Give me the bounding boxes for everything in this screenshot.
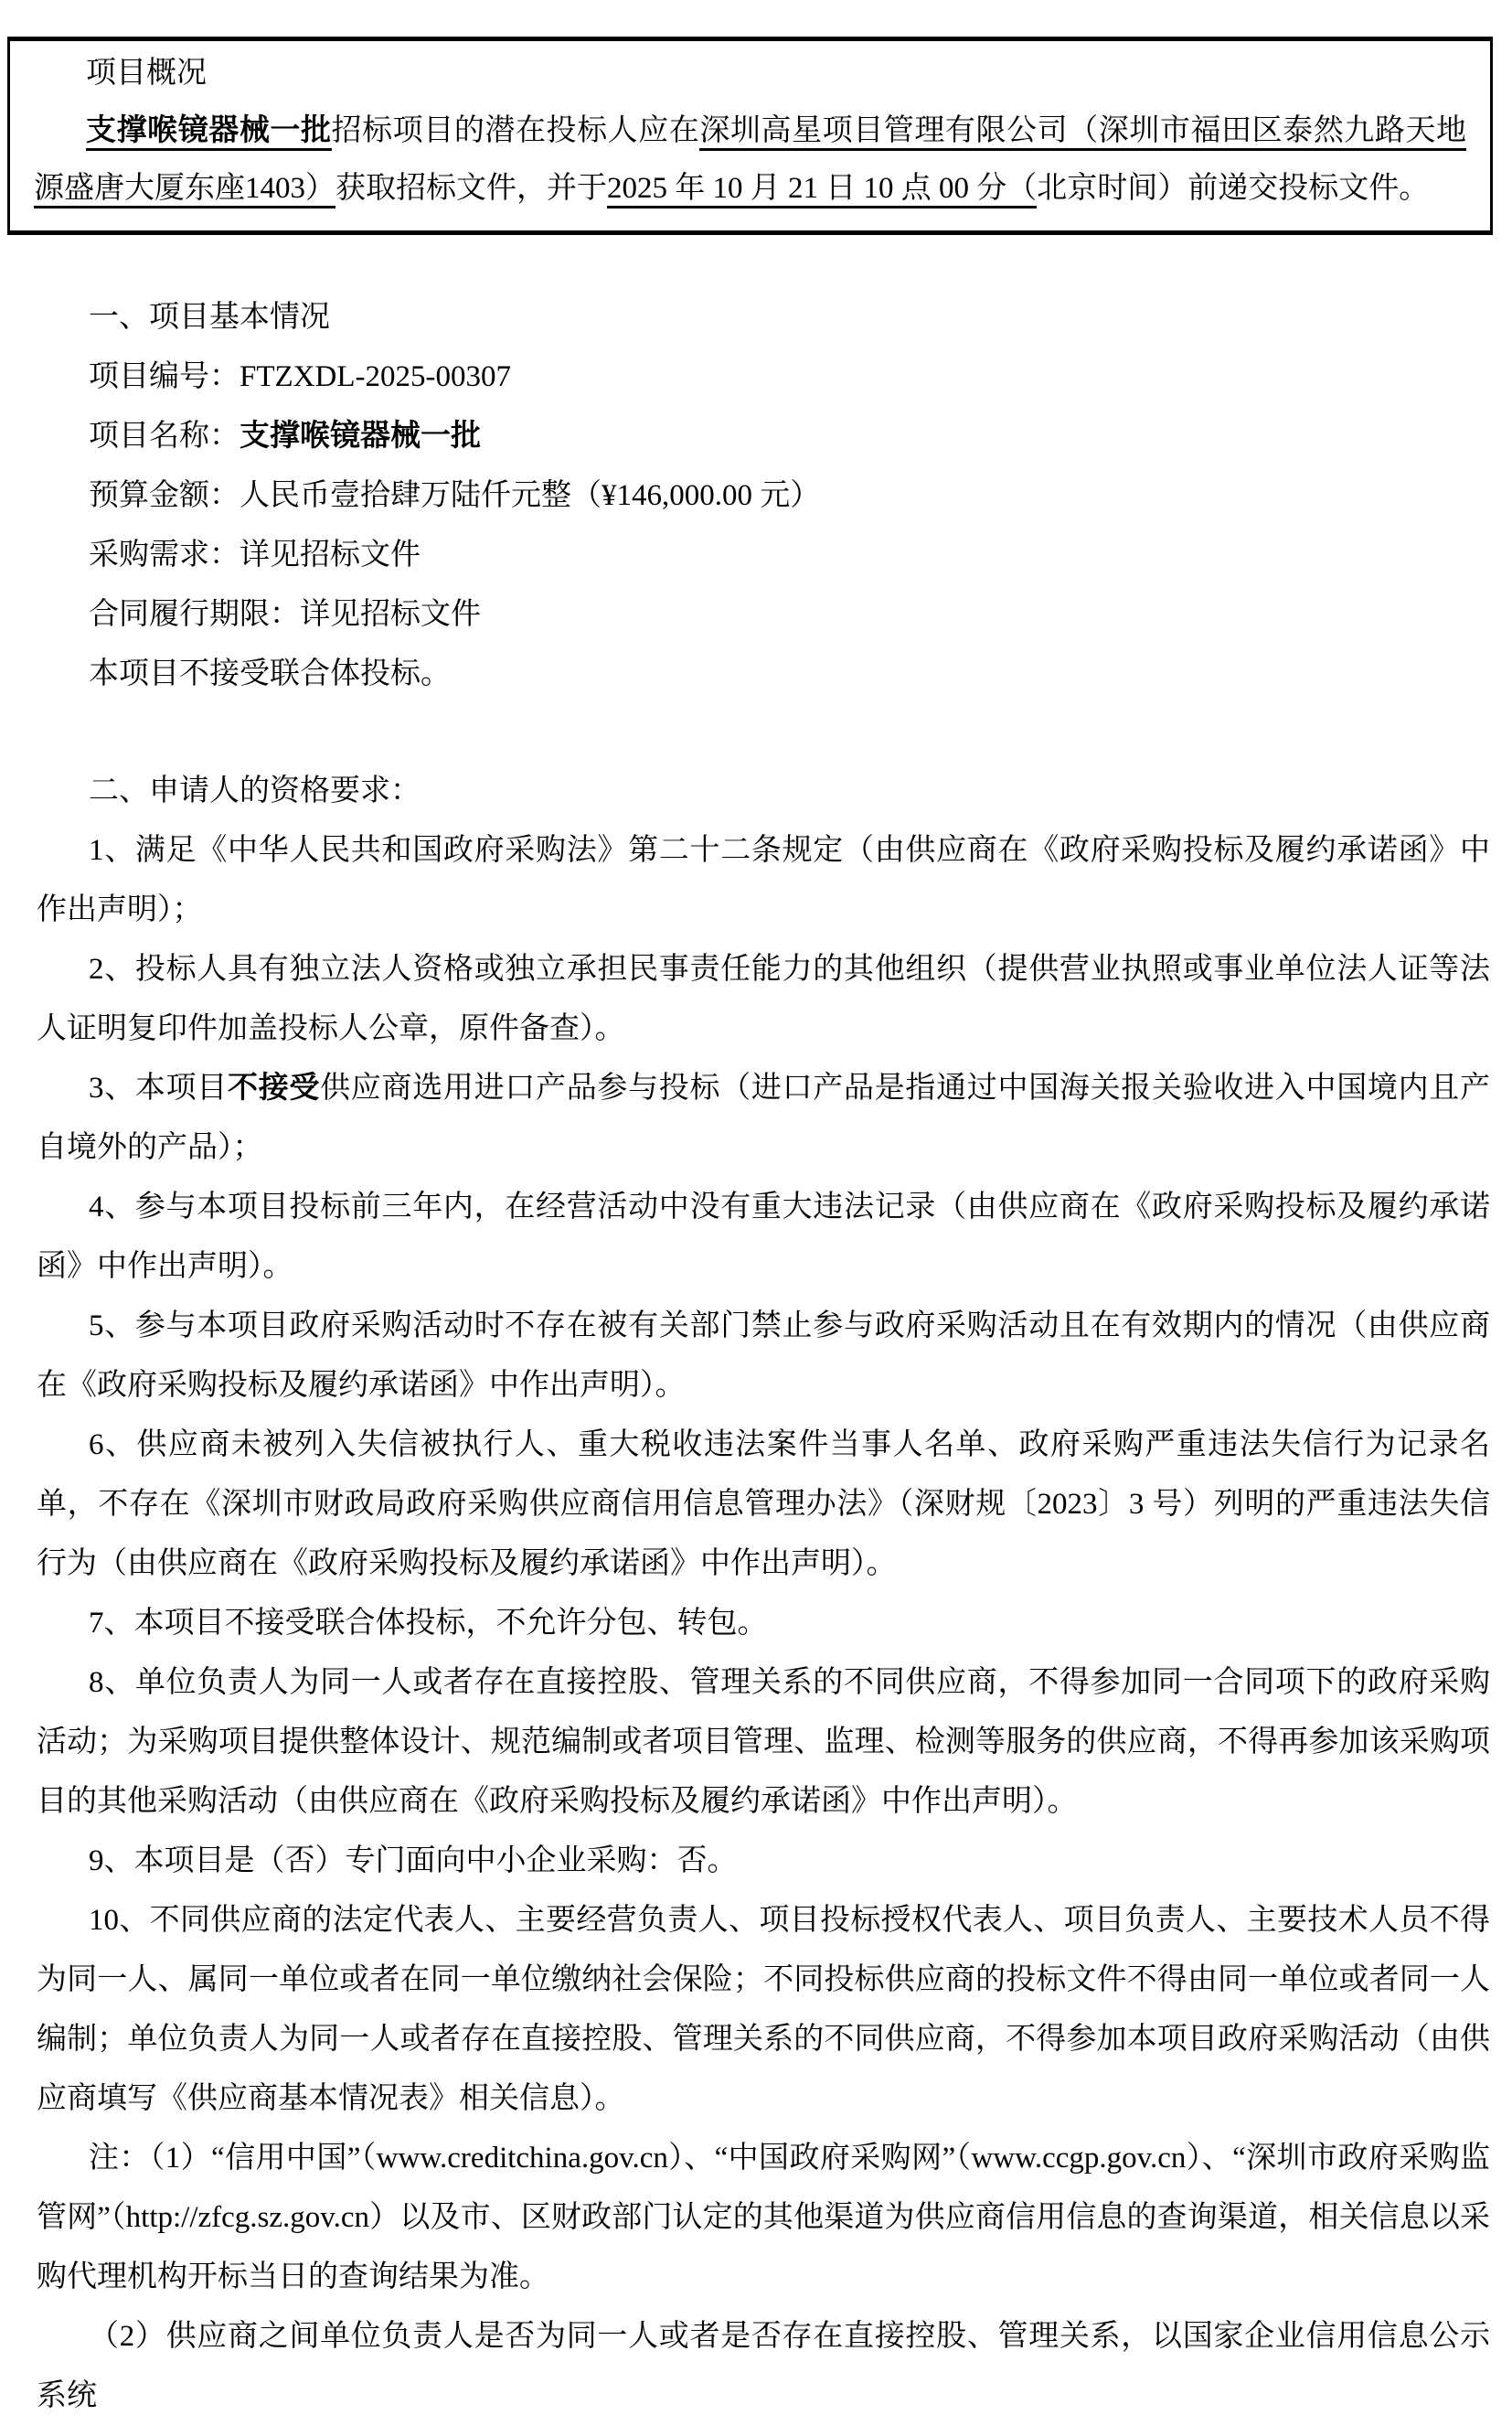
field-project-number — [37, 347, 1490, 407]
overview-paragraph — [34, 102, 1466, 218]
requirement-item-10: 10、不同供应商的法定代表人、主要经营负责人、项目投标授权代表人、项目负责人、主要技术人员不得为同一人、属同一单位或者在同一单位缴纳社会保险；不同投标供应商的投标文件不得由同一单位或者同一人编制；单位负责人为同一人或者存在直接控股、管理关系的不同供应商，不得参加本项目政府采购活动（由供应商填写《供应商基本情况表》相关信息）。 — [37, 1904, 1490, 2115]
requirement-item-6: 6、供应商未被列入失信被执行人、重大税收违法案件当事人名单、政府采购严重违法失信行为记录名单，不存在《深圳市财政局政府采购供应商信用信息管理办法》（深财规〔2023〕3 号）列明的严重违法失信行为（由供应商在《政府采购投标及履约承诺函》中作出声明）。 — [37, 1428, 1490, 1580]
credit-query-note-1: 注：（1）“信用中国”（www.creditchina.gov.cn）、“中国政府采购网”（www.ccgp.gov.cn）、“深圳市政府采购监管网”（http://zfcg.sz.gov.cn）以及市、区财政部门认定的其他渠道为供应商信用信息的查询渠道，相关信息以采购代理机构开标当日的查询结果为准。 — [37, 2142, 1490, 2293]
document-body — [0, 288, 1512, 2426]
field-project-number-value: FTZXDL-2025-00307 — [240, 360, 511, 393]
deadline-underline: 2025 年 10 月 21 日 10 点 00 分（ — [607, 172, 1037, 208]
requirement-item-4: 4、参与本项目投标前三年内，在经营活动中没有重大违法记录（由供应商在《政府采购投标及履约承诺函》中作出声明）。 — [37, 1191, 1490, 1283]
field-project-name — [37, 407, 1490, 466]
field-project-name-value: 支撑喉镜器械一批 — [240, 420, 481, 453]
field-project-number-label: 项目编号： — [89, 360, 240, 393]
section2-heading: 二、申请人的资格要求： — [89, 775, 421, 807]
field-budget-label: 预算金额： — [89, 479, 240, 512]
agency-address-underline: 深圳高星项目管理有限公司（深圳市福田区泰然九路天地源盛唐大厦东座1403） — [34, 114, 1466, 208]
requirement-item-3-pre: 3、本项目 — [89, 1072, 228, 1105]
section1-no-consortium-note: 本项目不接受联合体投标。 — [89, 657, 451, 690]
overview-title: 项目概况 — [86, 57, 207, 90]
requirement-item-3-post: 供应商选用进口产品参与投标（进口产品是指通过中国海关报关验收进入中国境内且产自境外的产品）； — [37, 1072, 1491, 1164]
requirement-item-3-bold: 不接受 — [228, 1072, 321, 1105]
overview-text-2: 获取招标文件，并于 — [335, 172, 607, 205]
section1-heading: 一、项目基本情况 — [89, 301, 330, 334]
requirement-item-3 — [37, 1059, 1490, 1178]
overview-text-1: 招标项目的潜在投标人应在 — [331, 114, 700, 147]
project-overview-box — [7, 37, 1493, 235]
field-contract-period — [37, 585, 1490, 645]
field-procurement-demand-value: 详见招标文件 — [240, 539, 421, 572]
requirement-item-7: 7、本项目不接受联合体投标，不允许分包、转包。 — [89, 1607, 768, 1640]
requirement-item-2: 2、投标人具有独立法人资格或独立承担民事责任能力的其他组织（提供营业执照或事业单位法人证等法人证明复印件加盖投标人公章，原件备查）。 — [37, 953, 1490, 1045]
tender-announcement-page — [0, 37, 1512, 2412]
credit-query-note-2: （2）供应商之间单位负责人是否为同一人或者是否存在直接控股、管理关系，以国家企业信用信息公示系统 — [37, 2320, 1490, 2412]
field-contract-period-value: 详见招标文件 — [300, 598, 481, 631]
field-budget-value: 人民币壹拾肆万陆仟元整（¥146,000.00 元） — [240, 479, 821, 512]
requirement-item-5: 5、参与本项目政府采购活动时不存在被有关部门禁止参与政府采购活动且在有效期内的情况（由供应商在《政府采购投标及履约承诺函》中作出声明）。 — [37, 1309, 1490, 1402]
requirement-item-8: 8、单位负责人为同一人或者存在直接控股、管理关系的不同供应商，不得参加同一合同项下的政府采购活动；为采购项目提供整体设计、规范编制或者项目管理、监理、检测等服务的供应商，不得再参加该采购项目的其他采购活动（由供应商在《政府采购投标及履约承诺函》中作出声明）。 — [37, 1666, 1490, 1818]
field-procurement-demand-label: 采购需求： — [89, 539, 240, 572]
project-name-underline: 支撑喉镜器械一批 — [86, 114, 332, 151]
field-project-name-label: 项目名称： — [89, 420, 240, 453]
overview-text-3: 北京时间）前递交投标文件。 — [1037, 172, 1430, 205]
field-contract-period-label: 合同履行期限： — [89, 598, 300, 631]
field-budget — [37, 466, 1490, 526]
requirement-item-9: 9、本项目是（否）专门面向中小企业采购：否。 — [89, 1844, 738, 1877]
field-procurement-demand — [37, 526, 1490, 585]
requirement-item-1: 1、满足《中华人民共和国政府采购法》第二十二条规定（由供应商在《政府采购投标及履约承诺函》中作出声明）； — [37, 834, 1490, 926]
